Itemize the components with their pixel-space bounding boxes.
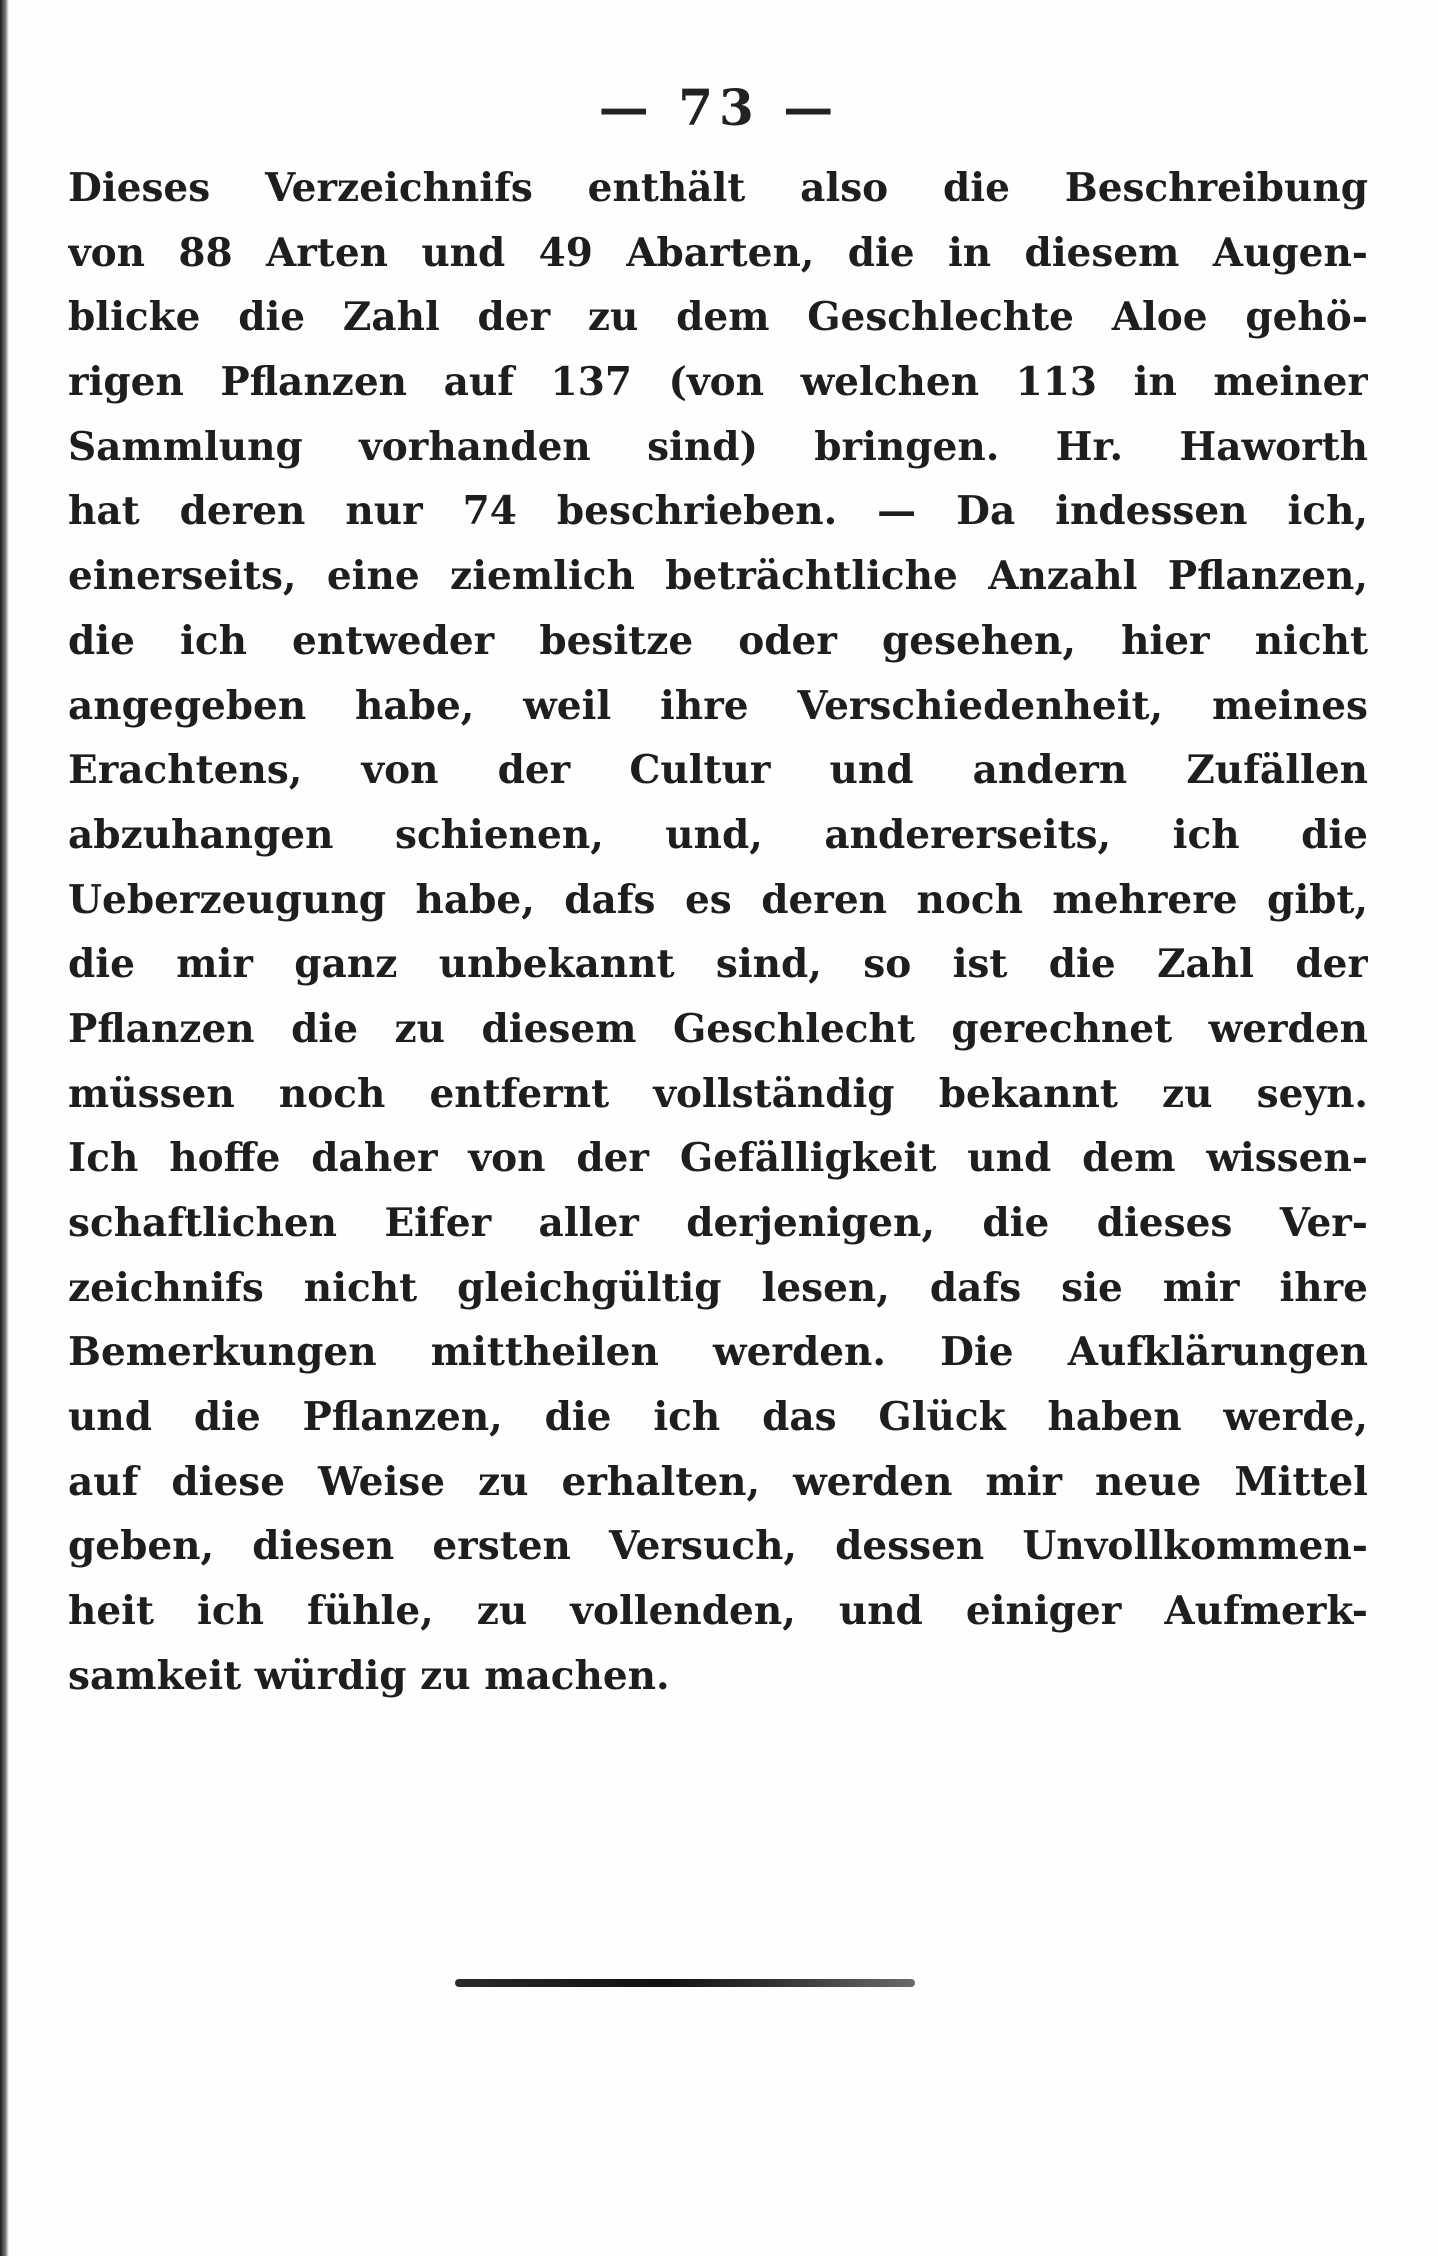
text-line: Bemerkungen mittheilen werden. Die Aufklärungen bbox=[68, 1329, 1368, 1376]
text-line: hat deren nur 74 beschrieben. — Da indessen ich, bbox=[68, 488, 1368, 535]
text-line: blicke die Zahl der zu dem Geschlechte Aloe gehö- bbox=[68, 294, 1368, 341]
text-line: angegeben habe, weil ihre Verschiedenheit, meines bbox=[68, 682, 1368, 729]
text-line: und die Pflanzen, die ich das Glück haben werde, bbox=[68, 1394, 1368, 1441]
page-binding-edge bbox=[0, 0, 9, 2256]
text-line: die mir ganz unbekannt sind, so ist die Zahl der bbox=[68, 941, 1368, 988]
text-line: Ich hoffe daher von der Gefälligkeit und dem wissen- bbox=[68, 1135, 1368, 1182]
text-line: heit ich fühle, zu vollenden, und einiger Aufmerk- bbox=[68, 1588, 1368, 1635]
text-line: die ich entweder besitze oder gesehen, hier nicht bbox=[68, 617, 1368, 664]
end-of-chapter-rule bbox=[455, 1979, 915, 1987]
text-line: Ueberzeugung habe, dafs es deren noch mehrere gibt, bbox=[68, 876, 1368, 923]
text-line: einerseits, eine ziemlich beträchtliche Anzahl Pflanzen, bbox=[68, 553, 1368, 600]
text-line: müssen noch entfernt vollständig bekannt zu seyn. bbox=[68, 1070, 1368, 1117]
text-line: Pflanzen die zu diesem Geschlecht gerechnet werden bbox=[68, 1005, 1368, 1052]
body-paragraph bbox=[68, 156, 1368, 1709]
text-line: Erachtens, von der Cultur und andern Zufällen bbox=[68, 747, 1368, 794]
text-line: Dieses Verzeichnifs enthält also die Beschreibung bbox=[68, 165, 1368, 211]
text-line: geben, diesen ersten Versuch, dessen Unvollkommen- bbox=[68, 1523, 1368, 1570]
text-line: Sammlung vorhanden sind) bringen. Hr. Haworth bbox=[68, 423, 1368, 470]
text-line: zeichnifs nicht gleichgültig lesen, dafs sie mir ihre bbox=[68, 1264, 1368, 1311]
text-line: samkeit würdig zu machen. bbox=[68, 1652, 670, 1699]
text-line: abzuhangen schienen, und, andererseits, ich die bbox=[68, 811, 1368, 858]
text-line: auf diese Weise zu erhalten, werden mir neue Mittel bbox=[68, 1458, 1368, 1505]
text-line: schaftlichen Eifer aller derjenigen, die dieses Ver- bbox=[68, 1200, 1368, 1246]
text-line: von 88 Arten und 49 Abarten, die in diesem Augen- bbox=[68, 229, 1368, 276]
page-number: — 73 — bbox=[598, 78, 840, 137]
text-line: rigen Pflanzen auf 137 (von welchen 113 in meiner bbox=[68, 359, 1368, 406]
